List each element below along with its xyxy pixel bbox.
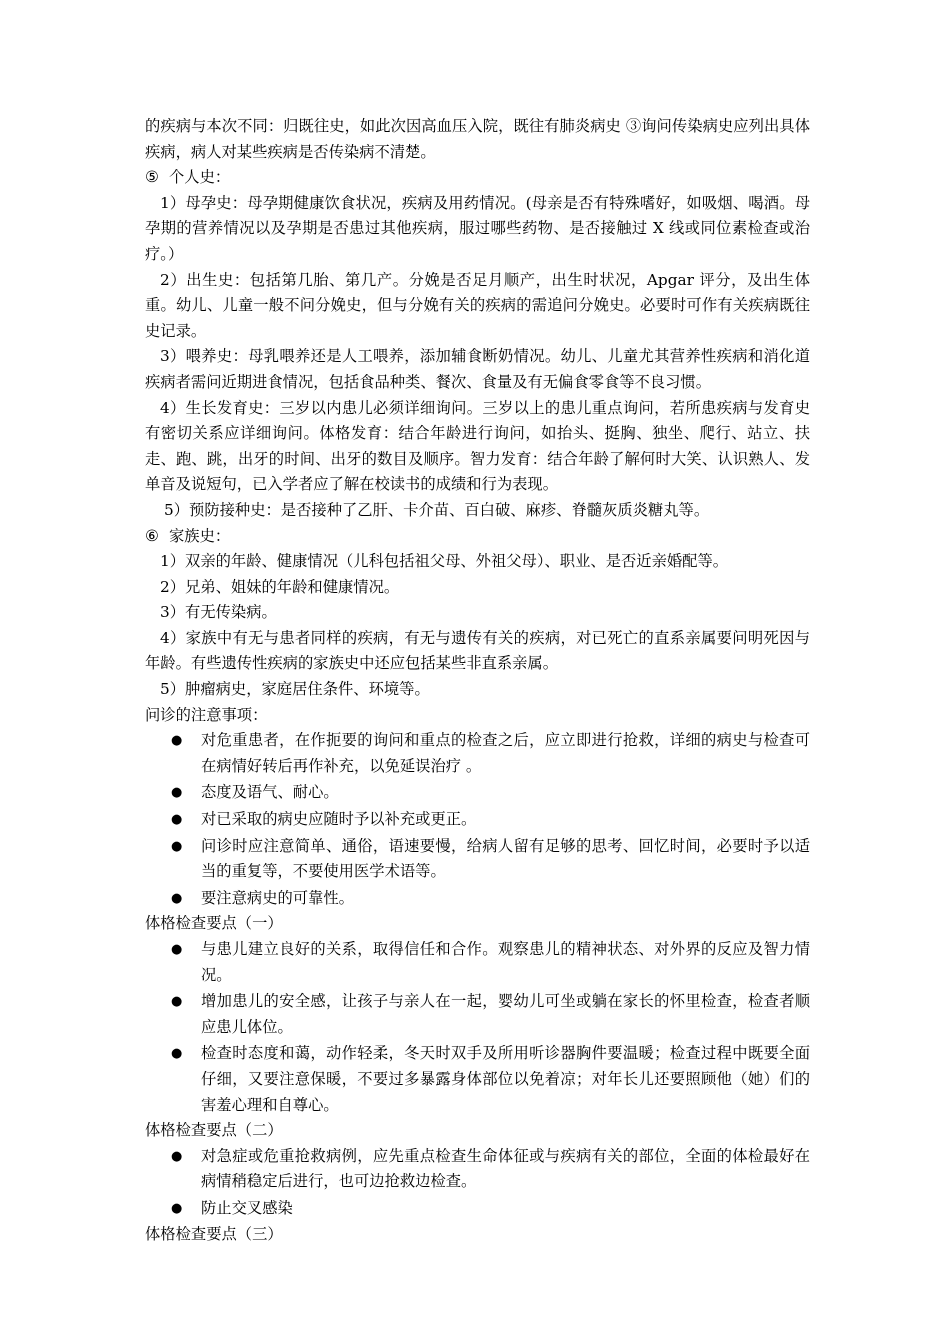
list-item-text: 与患儿建立良好的关系，取得信任和合作。观察患儿的精神状态、对外界的反应及智力情况。 (201, 940, 810, 984)
list-item (145, 937, 810, 988)
bullet-icon: ● (171, 838, 183, 854)
bullet-list-inquiry-notes (145, 728, 810, 911)
list-item (145, 780, 810, 806)
section-title-physical-exam-2: 体格检查要点（二） (145, 1121, 283, 1140)
paragraph-growth-development-history: 4）生长发育史：三岁以内患儿必须详细询问。三岁以上的患儿重点询问，若所患疾病与发育史有密切关系应详细询问。体格发育：结合年龄进行询问，如抬头、挺胸、独坐、爬行、站立、扶走、跑、跳，出牙的时间、出牙的数目及顺序。智力发育：结合年龄了解何时大笑、认识熟人、发单音及说短句，已入学者应了解在校读书的成绩和行为表现。 (145, 398, 810, 494)
bullet-icon: ● (171, 1046, 183, 1062)
list-item-text: 对急症或危重抢救病例，应先重点检查生命体征或与疾病有关的部位，全面的体检最好在病情稍稳定后进行，也可边抢救边检查。 (201, 1146, 810, 1191)
list-item (145, 728, 810, 779)
list-item-text: 防止交叉感染 (201, 1198, 293, 1217)
section-title-physical-exam-3: 体格检查要点（三） (145, 1224, 283, 1243)
paragraph-tumor-environment: 5）肿瘤病史，家庭居住条件、环境等。 (160, 680, 430, 699)
list-item-text: 对危重患者，在作扼要的询问和重点的检查之后，应立即进行抢救，详细的病史与检查可在病情好转后再作补充，以免延误治疗 。 (201, 731, 810, 775)
bullet-icon: ● (171, 812, 183, 828)
list-item (145, 1041, 810, 1118)
paragraph-birth-history: 2）出生史：包括第几胎、第几产。分娩是否足月顺产，出生时状况，Apgar 评分，及出生体重。幼儿、儿童一般不问分娩史，但与分娩有关的疾病的需追问分娩史。必要时可作有关疾病既往史记录。 (145, 270, 810, 340)
list-item-text: 增加患儿的安全感，让孩子与亲人在一起，婴幼儿可坐或躺在家长的怀里检查，检查者顺应患儿体位。 (201, 992, 810, 1036)
heading-family-history-label: 家族史： (169, 526, 231, 545)
paragraph-maternal-pregnancy-history: 1）母孕史：母孕期健康饮食状况，疾病及用药情况。(母亲是否有特殊嗜好，如吸烟、喝酒。母孕期的营养情况以及孕期是否患过其他疾病，服过哪些药物、是否接触过 X 线或同位素检查或治疗。） (145, 193, 810, 263)
list-item-text: 态度及语气、耐心。 (201, 783, 339, 802)
section-title-inquiry-notes: 问诊的注意事项： (145, 705, 268, 724)
list-item (145, 989, 810, 1040)
paragraph-infectious-disease: 3）有无传染病。 (160, 603, 277, 622)
paragraph-siblings-info: 2）兄弟、姐妹的年龄和健康情况。 (160, 577, 400, 596)
list-item-text: 检查时态度和蔼，动作轻柔，冬天时双手及所用听诊器胸件要温暖；检查过程中既要全面仔细，又要注意保暖，不要过多暴露身体部位以免着凉；对年长儿还要照顾他（她）们的害羞心理和自尊心。 (201, 1044, 810, 1114)
bullet-list-physical-exam-1 (145, 937, 810, 1118)
bullet-icon: ● (171, 785, 183, 801)
section-title-physical-exam-1: 体格检查要点（一） (145, 914, 283, 933)
heading-personal-history (145, 165, 810, 191)
list-item-text: 对已采取的病史应随时予以补充或更正。 (201, 810, 477, 829)
list-item (145, 807, 810, 833)
bullet-icon: ● (171, 733, 183, 749)
paragraph-vaccination-history: 5）预防接种史：是否接种了乙肝、卡介苗、百白破、麻疹、脊髓灰质炎糖丸等。 (164, 500, 710, 519)
heading-personal-history-label: 个人史： (169, 168, 231, 187)
paragraph-hereditary-disease: 4）家族中有无与患者同样的疾病，有无与遗传有关的疾病，对已死亡的直系亲属要问明死因与年龄。有些遗传性疾病的家族史中还应包括某些非直系亲属。 (145, 628, 810, 673)
heading-family-history (145, 524, 810, 550)
paragraph-past-history-continued: 的疾病与本次不同：归既往史，如此次因高血压入院，既往有肺炎病史 ③询问传染病史应列出具体疾病，病人对某些疾病是否传染病不清楚。 (145, 117, 810, 161)
circled-number-5: ⑤ (145, 168, 159, 187)
list-item-text: 问诊时应注意简单、通俗，语速要慢，给病人留有足够的思考、回忆时间，必要时予以适当的重复等，不要使用医学术语等。 (201, 836, 810, 881)
list-item (145, 1196, 810, 1222)
list-item (145, 886, 810, 912)
list-item (145, 834, 810, 885)
list-item-text: 要注意病史的可靠性。 (201, 888, 354, 907)
bullet-icon: ● (171, 890, 183, 906)
circled-number-6: ⑥ (145, 526, 159, 545)
document-page (145, 114, 810, 1247)
paragraph-feeding-history: 3）喂养史：母乳喂养还是人工喂养，添加辅食断奶情况。幼儿、儿童尤其营养性疾病和消化道疾病者需问近期进食情况，包括食品种类、餐次、食量及有无偏食零食等不良习惯。 (145, 347, 810, 391)
bullet-list-physical-exam-2 (145, 1144, 810, 1222)
list-item (145, 1144, 810, 1195)
paragraph-parents-info: 1）双亲的年龄、健康情况（儿科包括祖父母、外祖父母）、职业、是否近亲婚配等。 (160, 552, 729, 571)
bullet-icon: ● (171, 1148, 183, 1164)
bullet-icon: ● (171, 1200, 183, 1216)
bullet-icon: ● (171, 994, 183, 1010)
bullet-icon: ● (171, 942, 183, 957)
